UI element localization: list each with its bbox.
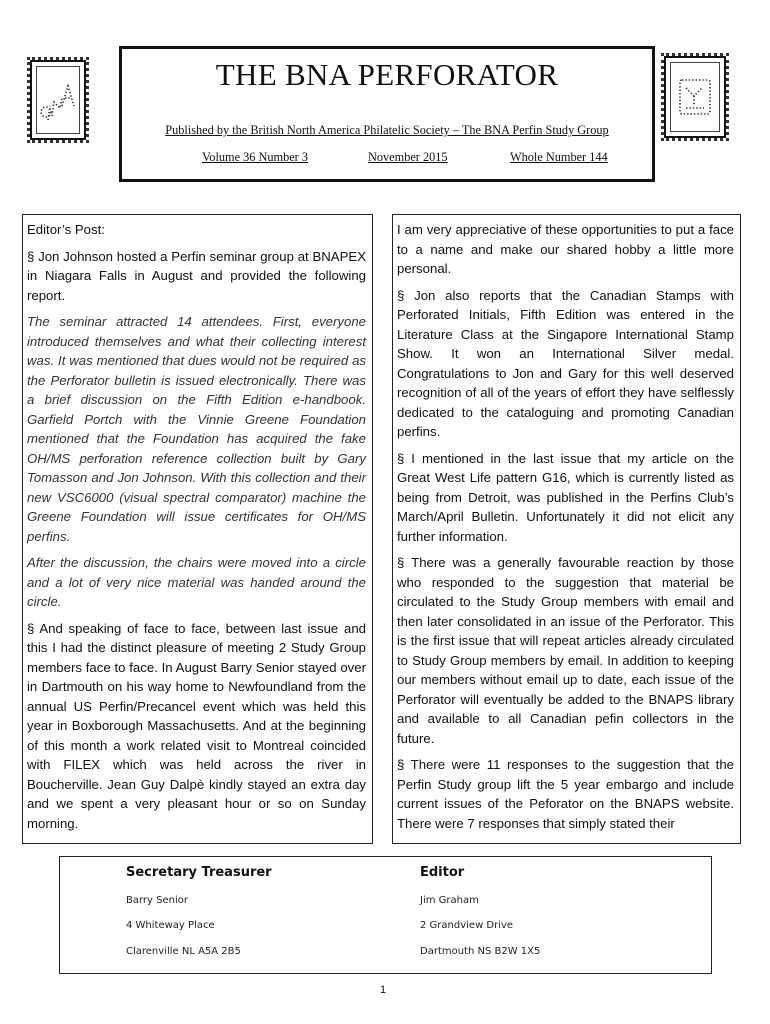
paragraph: I am very appreciative of these opportunities to put a face to a name and make our shared hobby a little more personal. bbox=[397, 222, 734, 276]
paragraph-seminar-report: The seminar attracted 14 attendees. First, everyone introduced themselves and what their collecting interest was. It was mentioned that dues would not be required as the Perforator bulletin is issued electronically. There was a brief discussion on the Fifth Edition e-handbook. Garfield Portch with the Vinnie Greene Foundation mentioned that the Foundation has acquired the fake OH/MS perforation reference collection built by Gary Tomasson and Jon Johnson. With this collection and their new VSC6000 (visual spectral comparator) machine the Greene Foundation will issue certificates for OH/MS perfins. bbox=[27, 314, 366, 544]
editor-heading: Editor bbox=[420, 865, 465, 880]
secretary-street: 4 Whiteway Place bbox=[126, 920, 215, 931]
paragraph: § And speaking of face to face, between last issue and this I had the distinct pleasure of meeting 2 Study Group members face to face. In August Barry Senior stayed over in Dartmouth on his way home to Newfoundland from the annual US Perfin/Precancel event which was held this year in Boxborough Massachusetts. And at the beginning of this month a work related visit to Montreal coincided with FILEX which was held across the river in Boucherville. Jean Guy Dalpè kindly stayed an extra day and we spent a very pleasant hour or so on Sunday morning. bbox=[27, 620, 366, 831]
paragraph: § There were 11 responses to the suggestion that the Perfin Study group lift the 5 year embargo and include current issues of the Peforator on the BNAPS website. There were 7 responses that simply stated their bbox=[397, 757, 734, 831]
perfin-stamp-icon bbox=[30, 60, 86, 140]
contact-box bbox=[59, 856, 712, 974]
secretary-city: Clarenville NL A5A 2B5 bbox=[126, 946, 241, 957]
masthead bbox=[119, 46, 655, 182]
publisher-line: Published by the British North America Philatelic Society – The BNA Perfin Study Group bbox=[165, 123, 609, 137]
whole-number: Whole Number 144 bbox=[510, 150, 608, 164]
paragraph: § There was a generally favourable reaction by those who responded to the suggestion that material be circulated to the Study Group members with email and then later consolidated in an issue of the Perforator. This is the first issue that will repeat articles already circulated to Study Group members by email. In addition to keeping our members without email up to date, each issue of the Perforator will eventually be added to the BNAPS library and available to all Canadian pefin collectors in the future. bbox=[397, 555, 734, 746]
right-column bbox=[392, 214, 741, 844]
paragraph-seminar-circle: After the discussion, the chairs were moved into a circle and a lot of very nice material was handed around the circle. bbox=[27, 555, 366, 609]
left-column bbox=[22, 214, 373, 844]
perfin-stamp-icon bbox=[664, 56, 726, 138]
secretary-name: Barry Senior bbox=[126, 895, 188, 906]
editor-city: Dartmouth NS B2W 1X5 bbox=[420, 946, 541, 957]
issue-date: November 2015 bbox=[368, 150, 448, 164]
page-number: 1 bbox=[380, 984, 387, 996]
editor-name: Jim Graham bbox=[420, 895, 479, 906]
paragraph: § Jon Johnson hosted a Perfin seminar group at BNAPEX in Niagara Falls in August and provided the following report. bbox=[27, 248, 366, 303]
section-heading: Editor’s Post: bbox=[27, 222, 105, 237]
paragraph: § I mentioned in the last issue that my article on the Great West Life pattern G16, which is currently listed as being from Detroit, was published in the Perfins Club’s March/April Bulletin. Unfortunately it did not elicit any further information. bbox=[397, 450, 734, 544]
paragraph: § Jon also reports that the Canadian Stamps with Perforated Initials, Fifth Edition was entered in the Literature Class at the Singapore International Stamp Show. It won an International Silver medal. Congratulations to Jon and Gary for this well deserved recognition of all of the years of effort they have selflessly dedicated to the cataloguing and promoting Canadian perfins. bbox=[397, 287, 734, 439]
secretary-heading: Secretary Treasurer bbox=[126, 865, 272, 880]
volume-number: Volume 36 Number 3 bbox=[202, 150, 308, 164]
newsletter-title: THE BNA PERFORATOR bbox=[215, 57, 559, 92]
editor-street: 2 Grandview Drive bbox=[420, 920, 514, 931]
